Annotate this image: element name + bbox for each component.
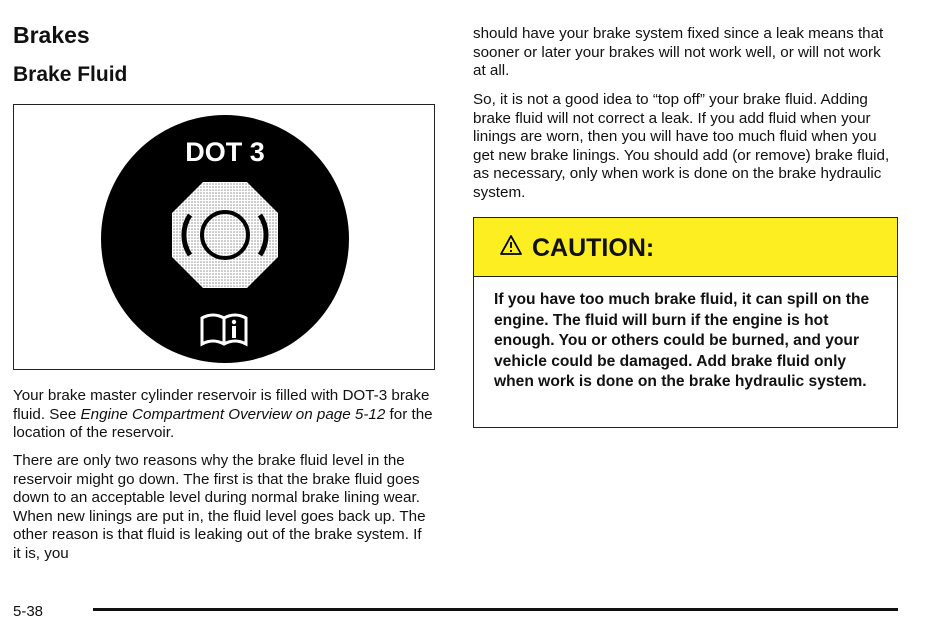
leak-paragraph: should have your brake system fixed since a leak means that sooner or later your brakes will not work well, or will not work at all. xyxy=(473,25,884,80)
dot3-figure xyxy=(13,104,435,370)
section-title: Brakes xyxy=(13,22,90,48)
caution-text: If you have too much brake fluid, it can spill on the engine. The fluid will burn if the engine is hot enough. You or others could be burned, and your vehicle could be damaged. Add brake fluid only when work is done on the brake hydraulic system. xyxy=(494,291,870,390)
caution-title: CAUTION: xyxy=(532,234,655,262)
caution-box xyxy=(473,217,898,428)
subsection-title: Brake Fluid xyxy=(13,63,128,86)
dot3-emblem-illustration xyxy=(14,105,434,369)
reservoir-paragraph xyxy=(13,387,438,443)
brake-warning-octagon xyxy=(172,182,278,288)
reservoir-text-end: for the location of the reservoir. xyxy=(13,405,433,442)
warning-triangle-icon xyxy=(499,234,523,256)
page-number: 5-38 xyxy=(13,603,44,620)
reservoir-text-start: Your brake master cylinder reservoir is filled with DOT-3 brake fluid. See xyxy=(13,387,430,423)
top-off-paragraph: So, it is not a good idea to “top off” your brake fluid. Adding brake fluid will not correct a leak. If you add fluid when your linings are worn, then you will have too much fluid when you get new brake linings. You should add (or remove) brake fluid, as necessary, only when work is done on the brake hydraulic system. xyxy=(473,91,890,201)
dot3-label: DOT 3 xyxy=(185,137,265,167)
caution-header xyxy=(474,218,897,277)
footer-rule xyxy=(93,608,898,611)
engine-compartment-reference-link[interactable]: Engine Compartment Overview on page 5-12 xyxy=(80,405,386,423)
fluid-level-paragraph: There are only two reasons why the brake fluid level in the reservoir might go down. The first is that the brake fluid goes down to an acceptable level during normal brake lining wear. When new linings are put in, the fluid level goes back up. The other reason is that fluid is leaking out of the brake system. If it is, you xyxy=(13,452,426,562)
